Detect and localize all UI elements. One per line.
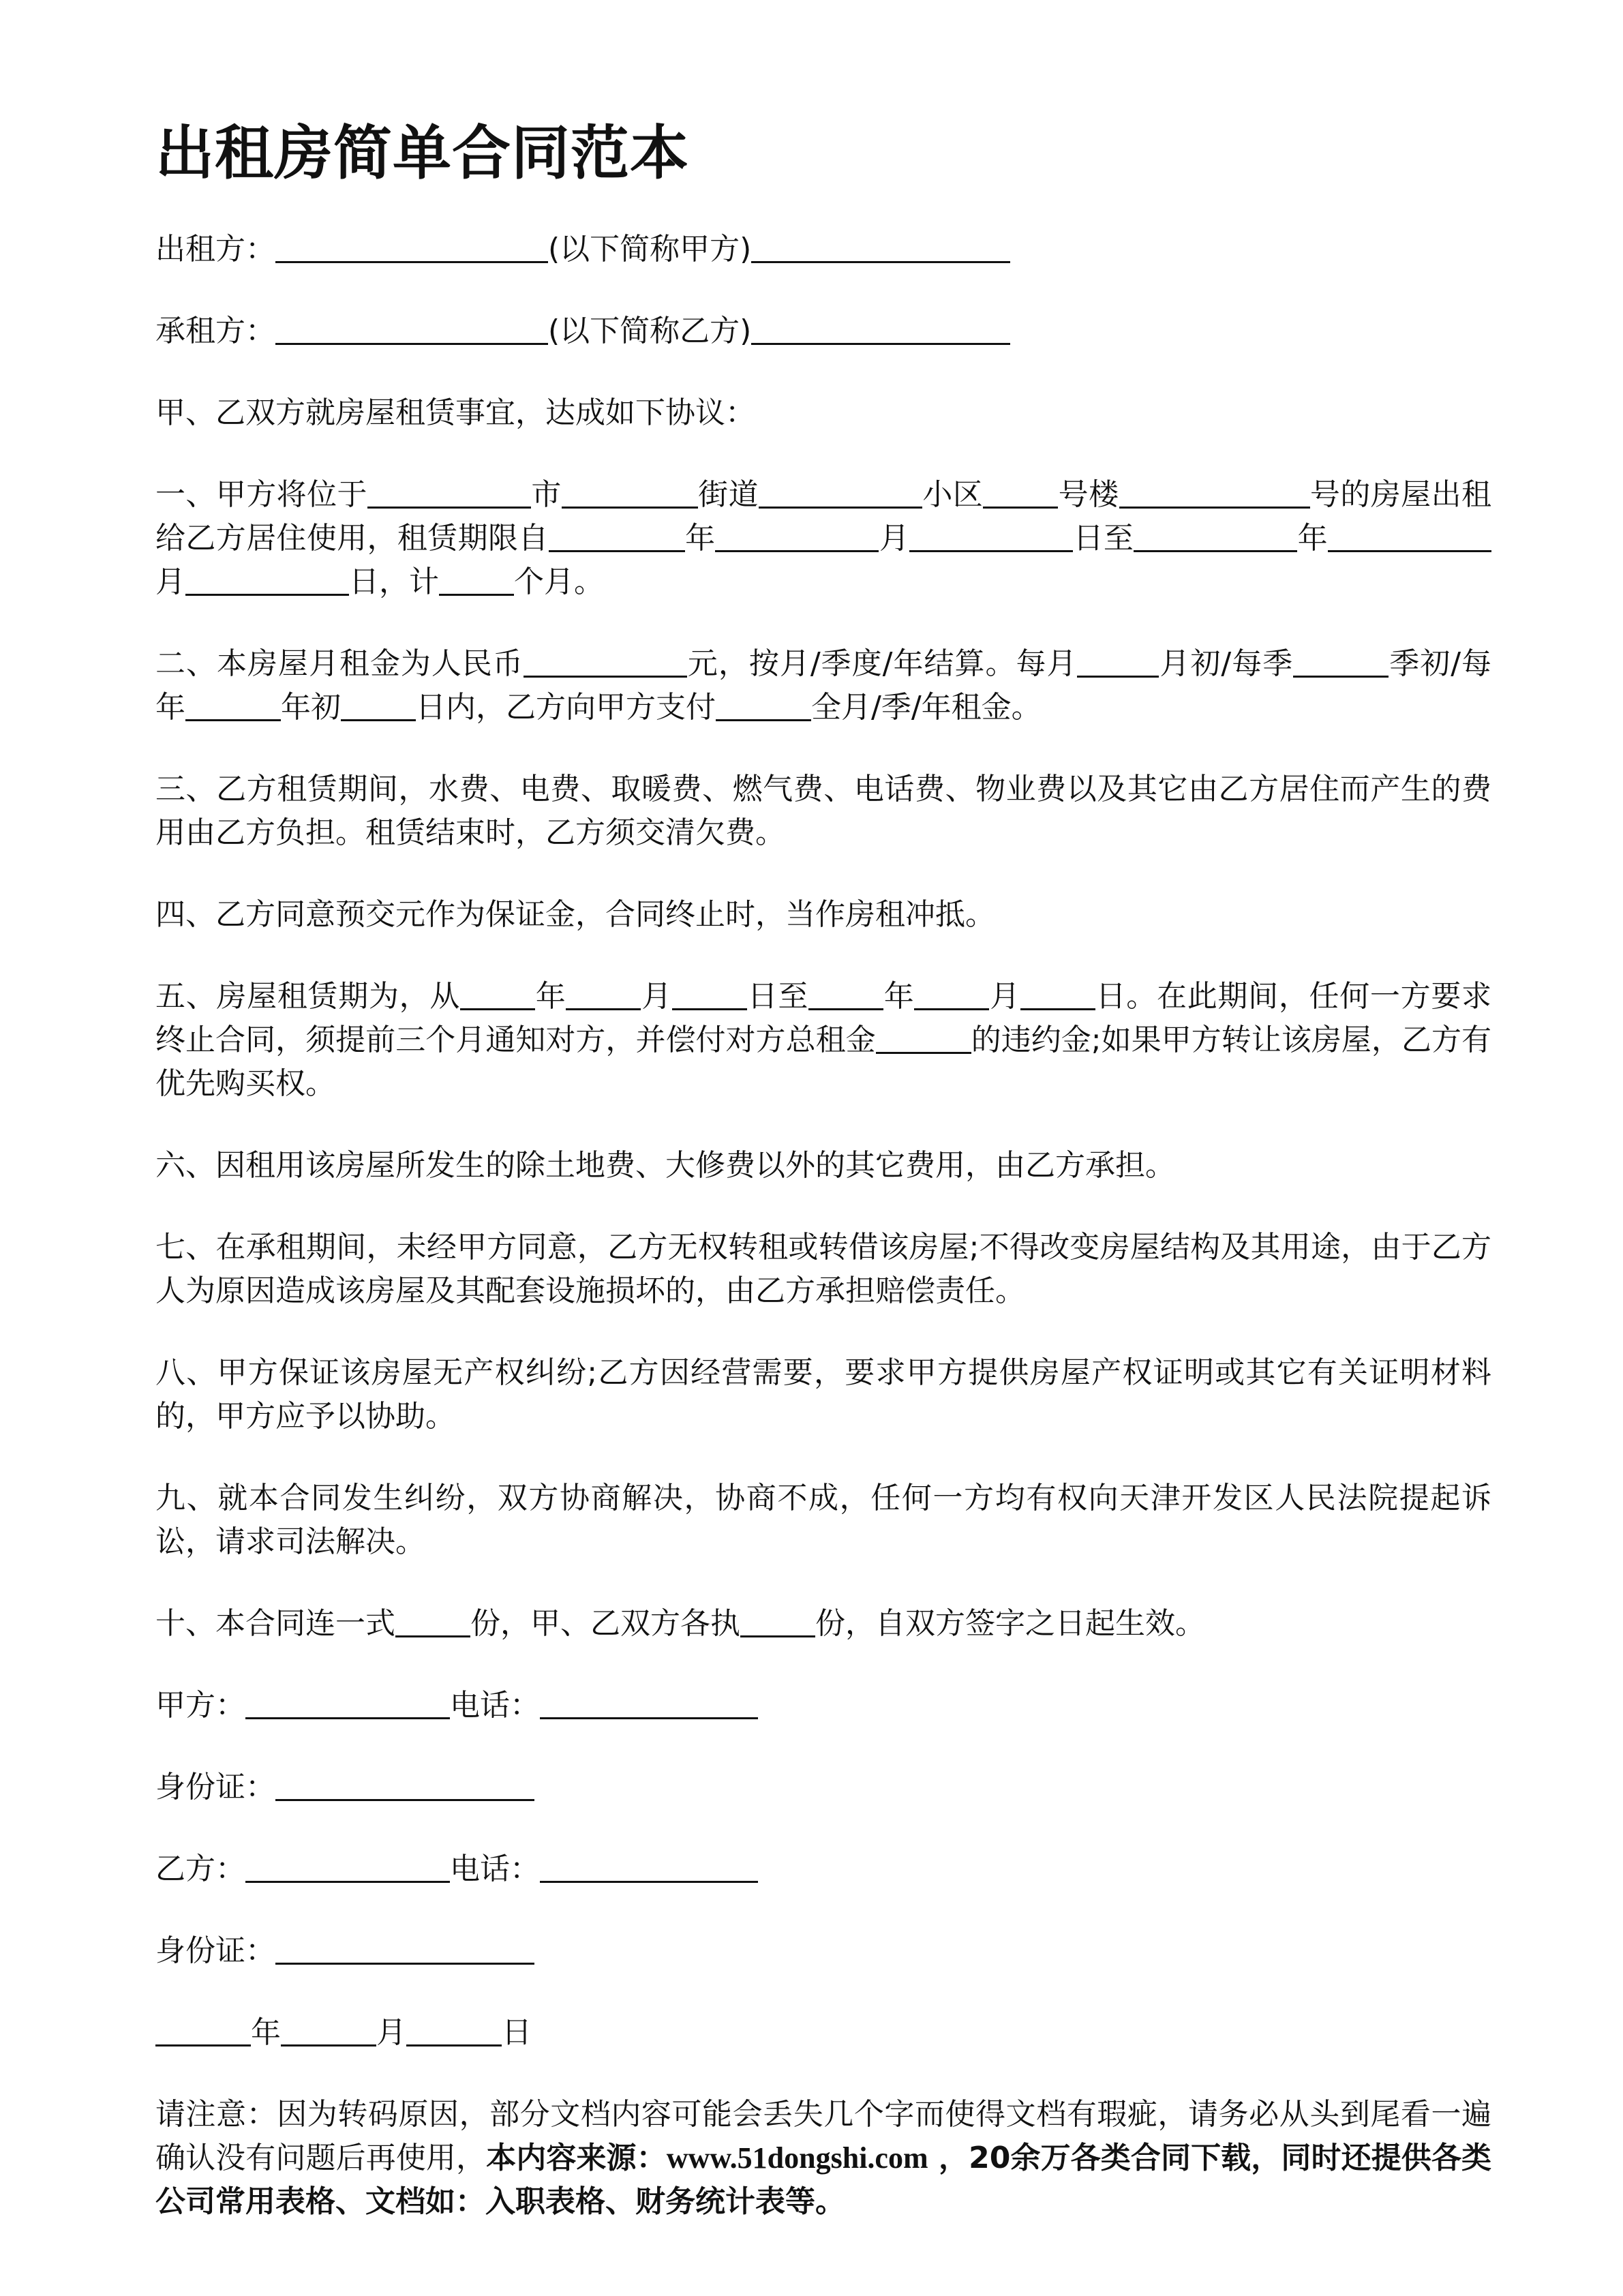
- months-count-blank[interactable]: [439, 562, 514, 596]
- term-end-year-blank[interactable]: [808, 977, 883, 1010]
- clause-5: [155, 975, 1491, 1106]
- sign-month-label: 月: [376, 2015, 406, 2050]
- party-b-id-line: [155, 1929, 1491, 1973]
- clause-1: [155, 473, 1491, 604]
- clause1-text-g: 年: [684, 521, 716, 556]
- party-a-phone-label: 电话：: [450, 1688, 540, 1723]
- start-day-blank[interactable]: [909, 519, 1073, 552]
- term-end-day-blank[interactable]: [1020, 977, 1095, 1010]
- clause1-text-k: 月: [155, 564, 185, 599]
- document-title: 出租房简单合同范本: [155, 119, 689, 187]
- clause10-text-a: 十、本合同连一式: [155, 1606, 395, 1641]
- clause2-text-f: 日内，乙方向甲方支付: [416, 690, 716, 725]
- lessor-suffix: (以下简称甲方): [548, 232, 752, 267]
- lessee-suffix: (以下简称乙方): [548, 314, 752, 348]
- clause-9: 九、就本合同发生纠纷，双方协商解决，协商不成，任何一方均有权向天津开发区人民法院提起诉讼，请求司法解决。: [155, 1481, 1491, 1559]
- notice-source-label: 本内容来源：: [486, 2141, 667, 2175]
- lessee-extra-blank[interactable]: [751, 312, 1010, 345]
- clause1-text-h: 月: [879, 521, 910, 556]
- copies-each-blank[interactable]: [740, 1604, 815, 1637]
- yearly-blank[interactable]: [185, 688, 281, 721]
- party-b-signature-line: [155, 1847, 1491, 1891]
- clause2-text-b: 元，按月/季度/年结算。每月: [686, 646, 1078, 681]
- clause-3: 三、乙方租赁期间，水费、电费、取暖费、燃气费、电话费、物业费以及其它由乙方居住而产生的费用由乙方负担。租赁结束时，乙方须交清欠费。: [155, 772, 1491, 850]
- sign-day-blank[interactable]: [406, 2013, 502, 2046]
- term-start-day-blank[interactable]: [672, 977, 747, 1010]
- penalty-blank[interactable]: [876, 1021, 971, 1054]
- clause1-text-f: 号的房屋出租给乙方居住使用，租赁期限自: [155, 477, 1492, 556]
- clause1-text-e: 号楼: [1058, 477, 1119, 512]
- party-b-id-label: 身份证：: [155, 1933, 275, 1968]
- party-a-id-line: [155, 1766, 1491, 1809]
- end-month-blank[interactable]: [1410, 519, 1491, 552]
- party-a-phone-blank[interactable]: [540, 1686, 758, 1719]
- clause5-text-d: 日至: [746, 979, 809, 1014]
- notice-text: 请注意：因为转码原因，部分文档内容可能会丢失几个字而使得文档有瑕疵，请务必从头到尾看一遍确认没有问题后再使用，: [155, 2097, 1491, 2175]
- copies-total-blank[interactable]: [395, 1604, 470, 1637]
- clause1-text-l: 日，计: [349, 564, 439, 599]
- party-b-phone-label: 电话：: [450, 1852, 540, 1886]
- clause5-text-b: 年: [535, 979, 566, 1014]
- clause1-text-d: 小区: [922, 477, 984, 512]
- quarterly-blank[interactable]: [1293, 644, 1389, 678]
- payment-amount-blank[interactable]: [716, 688, 811, 721]
- party-b-id-blank[interactable]: [275, 1931, 534, 1965]
- clause1-text-m: 个月。: [514, 564, 604, 599]
- clause-2: [155, 642, 1491, 729]
- lessor-line: [155, 228, 1491, 271]
- clause1-text-j: 年: [1297, 521, 1329, 556]
- sign-year-blank[interactable]: [155, 2013, 251, 2046]
- document-content: [155, 109, 1491, 2224]
- clause2-text-e: 年初: [281, 690, 341, 725]
- end-day-blank[interactable]: [185, 562, 349, 596]
- clause5-text-a: 五、房屋租赁期为，从: [155, 979, 461, 1014]
- sign-month-blank[interactable]: [281, 2013, 376, 2046]
- sign-day-label: 日: [502, 2015, 532, 2050]
- clause5-text-c: 月: [641, 979, 672, 1014]
- clause1-text-b: 市: [530, 477, 562, 512]
- lessor-label: 出租方：: [155, 232, 275, 267]
- community-blank[interactable]: [759, 475, 922, 509]
- party-a-blank[interactable]: [245, 1686, 450, 1719]
- clause5-text-h: 的违约金;如果甲方转让该房屋，乙方有优先购买权。: [155, 1023, 1491, 1101]
- clause10-text-b: 份，甲、乙双方各执: [470, 1606, 740, 1641]
- clause1-text-i: 日至: [1073, 521, 1134, 556]
- clause5-text-g: 日。在此期间，任何一方要求终止合同，须提前三个月通知对方，并偿付对方总租金: [155, 979, 1492, 1057]
- party-b-phone-blank[interactable]: [540, 1849, 758, 1883]
- city-blank[interactable]: [367, 475, 531, 509]
- clause2-text-a: 二、本房屋月租金为人民币: [155, 646, 524, 681]
- clause2-text-d: 季初/每年: [155, 646, 1492, 725]
- clause-6: 六、因租用该房屋所发生的除土地费、大修费以外的其它费用，由乙方承担。: [155, 1148, 1175, 1183]
- notice-source-link[interactable]: www.51dongshi.com: [666, 2141, 928, 2175]
- party-a-id-blank[interactable]: [275, 1768, 534, 1801]
- lessee-name-blank[interactable]: [275, 312, 548, 345]
- clause-4: 四、乙方同意预交元作为保证金，合同终止时，当作房租冲抵。: [155, 897, 995, 932]
- start-month-blank[interactable]: [715, 519, 879, 552]
- building-blank[interactable]: [983, 475, 1058, 509]
- clause2-text-c: 月初/每季: [1159, 646, 1294, 681]
- clause10-text-c: 份，自双方签字之日起生效。: [815, 1606, 1205, 1641]
- lessee-line: [155, 309, 1491, 353]
- lessee-label: 承租方：: [155, 314, 275, 348]
- term-start-year-blank[interactable]: [460, 977, 535, 1010]
- clause5-text-e: 年: [883, 979, 915, 1014]
- notice-bold-tail: ，20余万各类合同下载，同时还提供各类公司常用表格、文档如：入职表格、财务统计表等。: [155, 2141, 1492, 2219]
- clause1-text-c: 街道: [697, 477, 759, 512]
- party-a-signature-line: [155, 1684, 1491, 1727]
- party-b-blank[interactable]: [245, 1849, 450, 1883]
- clause-8: 八、甲方保证该房屋无产权纠纷;乙方因经营需要，要求甲方提供房屋产权证明或其它有关证明材料的，甲方应予以协助。: [155, 1355, 1491, 1434]
- street-blank[interactable]: [562, 475, 698, 509]
- lessor-name-blank[interactable]: [275, 230, 548, 263]
- term-end-month-blank[interactable]: [914, 977, 989, 1010]
- lessor-extra-blank[interactable]: [751, 230, 1010, 263]
- clause5-text-f: 月: [989, 979, 1020, 1014]
- monthly-blank[interactable]: [1077, 644, 1159, 678]
- payment-days-blank[interactable]: [341, 688, 416, 721]
- term-start-month-blank[interactable]: [566, 977, 641, 1010]
- end-year-extra-blank[interactable]: [1328, 519, 1410, 552]
- room-number-blank[interactable]: [1119, 475, 1310, 509]
- clause-10: [155, 1602, 1491, 1646]
- end-year-blank[interactable]: [1134, 519, 1297, 552]
- date-line: [155, 2011, 1491, 2055]
- party-b-label: 乙方：: [155, 1852, 245, 1886]
- clause-7: 七、在承租期间，未经甲方同意，乙方无权转租或转借该房屋;不得改变房屋结构及其用途，由于乙方人为原因造成该房屋及其配套设施损坏的，由乙方承担赔偿责任。: [155, 1230, 1491, 1308]
- start-year-blank[interactable]: [549, 519, 685, 552]
- notice-paragraph: [155, 2093, 1491, 2224]
- rent-amount-blank[interactable]: [524, 644, 687, 678]
- clause2-text-g: 全月/季/年租金。: [811, 690, 1042, 725]
- party-a-label: 甲方：: [155, 1688, 245, 1723]
- clause1-text-a: 一、甲方将位于: [155, 477, 367, 512]
- intro-text: 甲、乙双方就房屋租赁事宜，达成如下协议：: [155, 395, 755, 430]
- sign-year-label: 年: [251, 2015, 281, 2050]
- party-a-id-label: 身份证：: [155, 1770, 275, 1804]
